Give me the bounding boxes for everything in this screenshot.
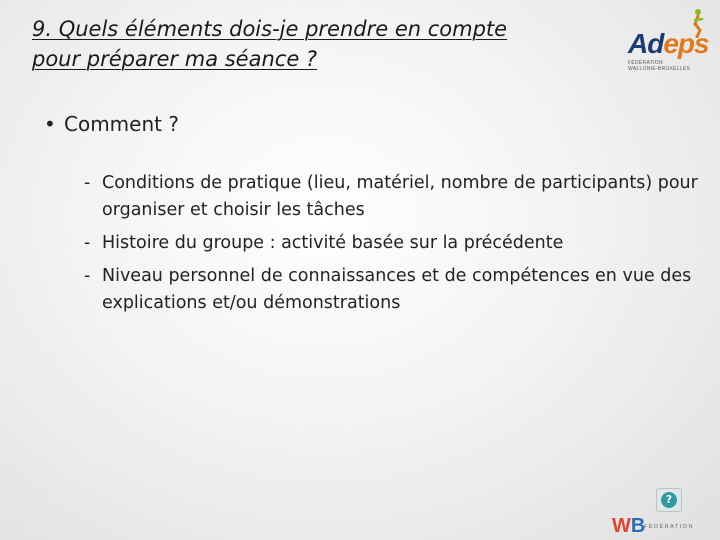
sub-bullet-list [82, 170, 702, 323]
slide-title [32, 14, 572, 74]
federation-mark: WB [612, 515, 646, 537]
help-question-icon: ? [661, 492, 677, 508]
list-item: - Histoire du groupe : activité basée sur la précédente [82, 230, 702, 257]
bullet-text: Comment ? [64, 112, 179, 136]
logo-wordmark: Adeps [628, 28, 709, 59]
federation-logo [612, 515, 720, 540]
main-bullet [44, 112, 179, 136]
list-item: - Conditions de pratique (lieu, matériel, nombre de participants) pour organiser et choisir les tâches [82, 170, 702, 224]
title-line-1: 9. Quels éléments dois-je prendre en compte [32, 17, 508, 41]
federation-text: FÉDÉRATION [644, 524, 695, 530]
logo-subtitle-1: FÉDÉRATION [628, 60, 663, 66]
title-line-2: pour préparer ma séance ? [32, 47, 318, 71]
logo-subtitle-2: WALLONIE-BRUXELLES [628, 66, 691, 72]
list-item: - Niveau personnel de connaissances et de compétences en vue des explications et/ou démonstrations [82, 263, 702, 317]
help-button[interactable] [656, 488, 682, 512]
bullet-dot: • [44, 112, 56, 136]
adeps-logo [622, 8, 708, 70]
